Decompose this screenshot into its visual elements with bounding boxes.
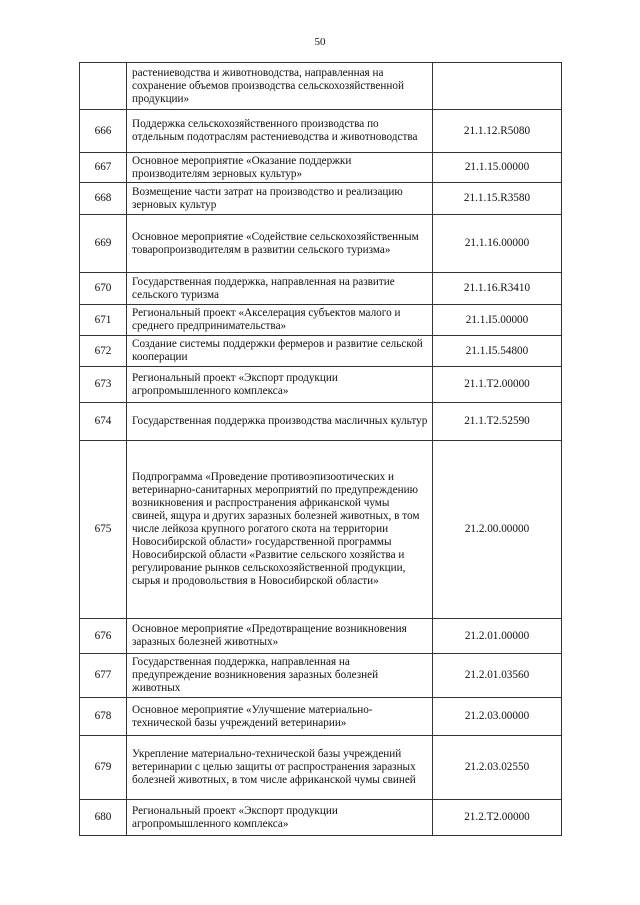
row-name: Возмещение части затрат на производство и реализацию зерновых культур xyxy=(127,183,433,215)
table-row xyxy=(80,305,562,336)
row-code xyxy=(433,63,562,110)
row-code: 21.1.16.R3410 xyxy=(433,273,562,305)
table-row xyxy=(80,654,562,698)
row-name: Региональный проект «Акселерация субъектов малого и среднего предпринимательства» xyxy=(127,305,433,336)
row-code: 21.1.I5.00000 xyxy=(433,305,562,336)
row-number: 673 xyxy=(80,367,127,403)
table-row xyxy=(80,441,562,619)
row-code: 21.2.T2.00000 xyxy=(433,800,562,836)
row-number: 672 xyxy=(80,336,127,367)
table-row xyxy=(80,619,562,654)
row-name: Подпрограмма «Проведение противоэпизоотических и ветеринарно-санитарных мероприятий по предупреждению возникновения и распространения африканской чумы свиней, ящура и других заразных болезней животных, в том числе лейкоза крупного рогатого скота на территории Новосибирской области» государственной программы Новосибирской области «Развитие сельского хозяйства и регулирование рынков сельскохозяйственной продукции, сырья и продовольствия в Новосибирской области» xyxy=(127,441,433,619)
row-number: 666 xyxy=(80,110,127,153)
row-name: Основное мероприятие «Предотвращение возникновения заразных болезней животных» xyxy=(127,619,433,654)
page-number: 50 xyxy=(314,36,326,48)
budget-classification-table xyxy=(79,62,562,836)
row-name: Поддержка сельскохозяйственного производства по отдельным подотраслям растениеводства и животноводства xyxy=(127,110,433,153)
row-number: 679 xyxy=(80,736,127,800)
row-name: Основное мероприятие «Улучшение материально-технической базы учреждений ветеринарии» xyxy=(127,698,433,736)
row-number: 669 xyxy=(80,215,127,273)
row-code: 21.2.03.00000 xyxy=(433,698,562,736)
row-name: Создание системы поддержки фермеров и развитие сельской кооперации xyxy=(127,336,433,367)
table-row xyxy=(80,336,562,367)
row-code: 21.1.16.00000 xyxy=(433,215,562,273)
row-number: 670 xyxy=(80,273,127,305)
row-number: 678 xyxy=(80,698,127,736)
row-name: Государственная поддержка, направленная на развитие сельского туризма xyxy=(127,273,433,305)
table-row xyxy=(80,698,562,736)
row-code: 21.2.00.00000 xyxy=(433,441,562,619)
row-number: 675 xyxy=(80,441,127,619)
table-row xyxy=(80,183,562,215)
table-row xyxy=(80,736,562,800)
row-code: 21.1.12.R5080 xyxy=(433,110,562,153)
row-code: 21.1.T2.00000 xyxy=(433,367,562,403)
row-number: 667 xyxy=(80,153,127,183)
row-code: 21.2.01.00000 xyxy=(433,619,562,654)
row-number: 680 xyxy=(80,800,127,836)
row-name: Государственная поддержка производства масличных культур xyxy=(127,403,433,441)
row-code: 21.2.01.03560 xyxy=(433,654,562,698)
table-body xyxy=(80,63,562,836)
row-name: Основное мероприятие «Оказание поддержки производителям зерновых культур» xyxy=(127,153,433,183)
row-number xyxy=(80,63,127,110)
row-number: 668 xyxy=(80,183,127,215)
table-row xyxy=(80,800,562,836)
table-row xyxy=(80,273,562,305)
row-code: 21.1.15.R3580 xyxy=(433,183,562,215)
row-name: Региональный проект «Экспорт продукции агропромышленного комплекса» xyxy=(127,800,433,836)
row-number: 671 xyxy=(80,305,127,336)
row-code: 21.1.I5.54800 xyxy=(433,336,562,367)
row-code: 21.2.03.02550 xyxy=(433,736,562,800)
row-code: 21.1.15.00000 xyxy=(433,153,562,183)
row-name: Укрепление материально-технической базы учреждений ветеринарии с целью защиты от распространения заразных болезней животных, в том числе африканской чумы свиней xyxy=(127,736,433,800)
table-row xyxy=(80,110,562,153)
row-name: растениеводства и животноводства, направленная на сохранение объемов производства сельскохозяйственной продукции» xyxy=(127,63,433,110)
row-name: Государственная поддержка, направленная на предупреждение возникновения заразных болезней животных xyxy=(127,654,433,698)
table-row xyxy=(80,63,562,110)
table-row xyxy=(80,367,562,403)
row-number: 677 xyxy=(80,654,127,698)
table-row xyxy=(80,403,562,441)
row-name: Основное мероприятие «Содействие сельскохозяйственным товаропроизводителям в развитии сельского туризма» xyxy=(127,215,433,273)
row-name: Региональный проект «Экспорт продукции агропромышленного комплекса» xyxy=(127,367,433,403)
table-row xyxy=(80,215,562,273)
row-number: 674 xyxy=(80,403,127,441)
table-row xyxy=(80,153,562,183)
row-code: 21.1.T2.52590 xyxy=(433,403,562,441)
row-number: 676 xyxy=(80,619,127,654)
